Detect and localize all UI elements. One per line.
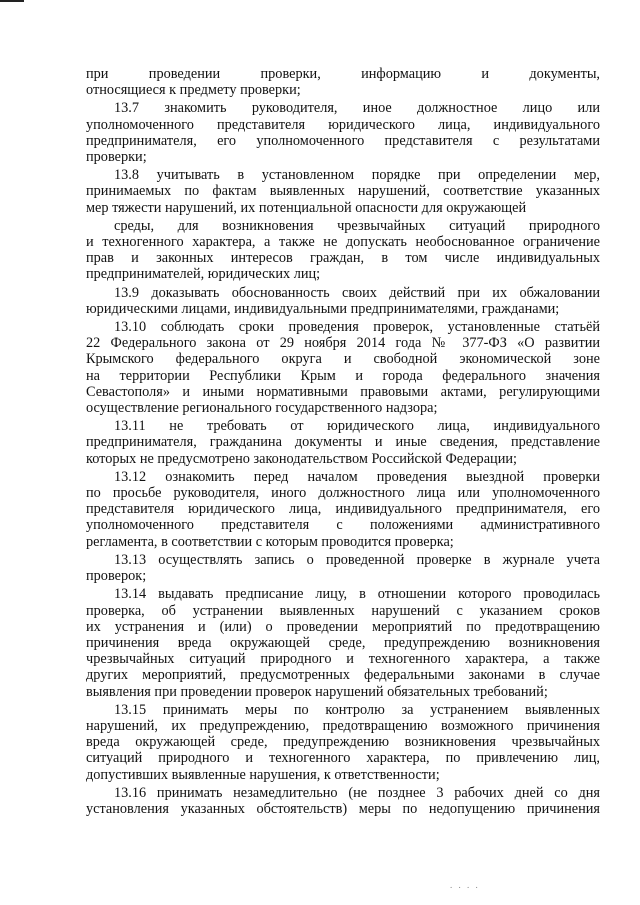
scan-corner-mark (0, 0, 24, 2)
text-line: ситуаций природного и техногенного характера, по привлечению лиц, (86, 750, 600, 767)
text-line: уполномоченного представителя юридического лица, индивидуального (86, 116, 600, 133)
text-line: прав и законных интересов граждан, в том числе индивидуальных (86, 250, 600, 267)
paragraph (86, 100, 600, 165)
text-line: выявления при проведении проверок нарушений обязательных требований; (86, 683, 548, 700)
text-line: допустивших выявленные нарушения, к ответственности; (86, 766, 440, 783)
text-line: предпринимателя, гражданина документы и иные сведения, представление (86, 434, 600, 451)
text-line: Крымского федерального округа и свободной экономической зоне (86, 351, 600, 368)
text-line: 13.15 принимать меры по контролю за устранением выявленных (114, 701, 600, 718)
paragraph (86, 167, 600, 216)
text-line: среды, для возникновения чрезвычайных ситуаций природного (114, 217, 600, 234)
text-line: 13.13 осуществлять запись о проведенной проверке в журнале учета (114, 551, 600, 568)
text-line: проверки; (86, 149, 147, 166)
paragraph (86, 418, 600, 467)
paragraph (86, 218, 600, 283)
text-line: при проведении проверки, информацию и документы, (86, 66, 600, 82)
text-line: по просьбе руководителя, иного должностного лица или уполномоченного (86, 485, 600, 502)
text-line: регламента, в соответствии с которым проводится проверка; (86, 533, 454, 550)
text-line: и техногенного характера, а также не допускать необоснованное ограничение (86, 234, 600, 251)
text-line: причинения вреда окружающей среде, предупреждению возникновения (86, 634, 600, 651)
text-line: чрезвычайных ситуаций природного и техногенного характера, а также (86, 651, 600, 668)
document-page (86, 66, 600, 819)
text-line: относящиеся к предмету проверки; (86, 82, 301, 99)
text-line: вреда окружающей среде, предупреждению возникновения чрезвычайных (86, 734, 600, 751)
paragraph (86, 319, 600, 416)
text-line: нарушений, их предупреждению, предотвращению возможного причинения (86, 717, 600, 734)
text-line: 13.14 выдавать предписание лицу, в отношении которого проводилась (114, 586, 600, 603)
scan-artifact: . . . . (450, 880, 480, 890)
text-line: предпринимателя, его уполномоченного представителя с результатами (86, 132, 600, 149)
text-line: 22 Федерального закона от 29 ноября 2014 года № 377-ФЗ «О развитии (86, 335, 600, 352)
text-line: уполномоченного представителя с положениями административного (86, 517, 600, 534)
paragraph (86, 552, 600, 584)
text-line: юридическими лицами, индивидуальными предпринимателями, гражданами; (86, 300, 560, 317)
paragraph (86, 785, 600, 817)
text-line: принимаемых по фактам выявленных нарушений, соответствие указанных (86, 183, 600, 200)
paragraph (86, 66, 600, 98)
text-line: установления указанных обстоятельств) меры по недопущению причинения (86, 800, 600, 817)
text-line: проверок; (86, 568, 147, 585)
paragraph (86, 586, 600, 699)
text-line: представителя юридического лица, индивидуального предпринимателя, его (86, 501, 600, 518)
text-line: предпринимателей, юридических лиц; (86, 266, 321, 283)
text-line: которых не предусмотрено законодательством Российской Федерации; (86, 450, 517, 467)
text-line: 13.8 учитывать в установленном порядке при определении мер, (114, 167, 600, 184)
paragraph (86, 469, 600, 550)
text-line: 13.16 принимать незамедлительно (не позднее 3 рабочих дней со дня (114, 784, 600, 801)
text-line: их устранения и (или) о проведении мероприятий по предотвращению (86, 618, 600, 635)
text-line: 13.10 соблюдать сроки проведения проверок, установленные статьёй (114, 319, 600, 336)
text-line: Севастополя» и иными нормативными правовыми актами, регулирующими (86, 383, 600, 400)
text-line: 13.12 ознакомить перед началом проведения выездной проверки (114, 468, 600, 485)
paragraph (86, 702, 600, 783)
text-line: 13.7 знакомить руководителя, иное должностное лицо или (114, 100, 600, 117)
text-line: на территории Республики Крым и города федерального значения (86, 367, 600, 384)
text-line: проверка, об устранении выявленных нарушений с указанием сроков (86, 602, 600, 619)
text-line: осуществление регионального государственного надзора; (86, 400, 438, 417)
text-line: 13.11 не требовать от юридического лица, индивидуального (114, 418, 600, 435)
text-line: 13.9 доказывать обоснованность своих действий при их обжаловании (114, 284, 600, 301)
text-line: других мероприятий, предусмотренных федеральными законами в случае (86, 667, 600, 684)
text-line: мер тяжести нарушений, их потенциальной опасности для окружающей (86, 199, 527, 216)
paragraph (86, 285, 600, 317)
